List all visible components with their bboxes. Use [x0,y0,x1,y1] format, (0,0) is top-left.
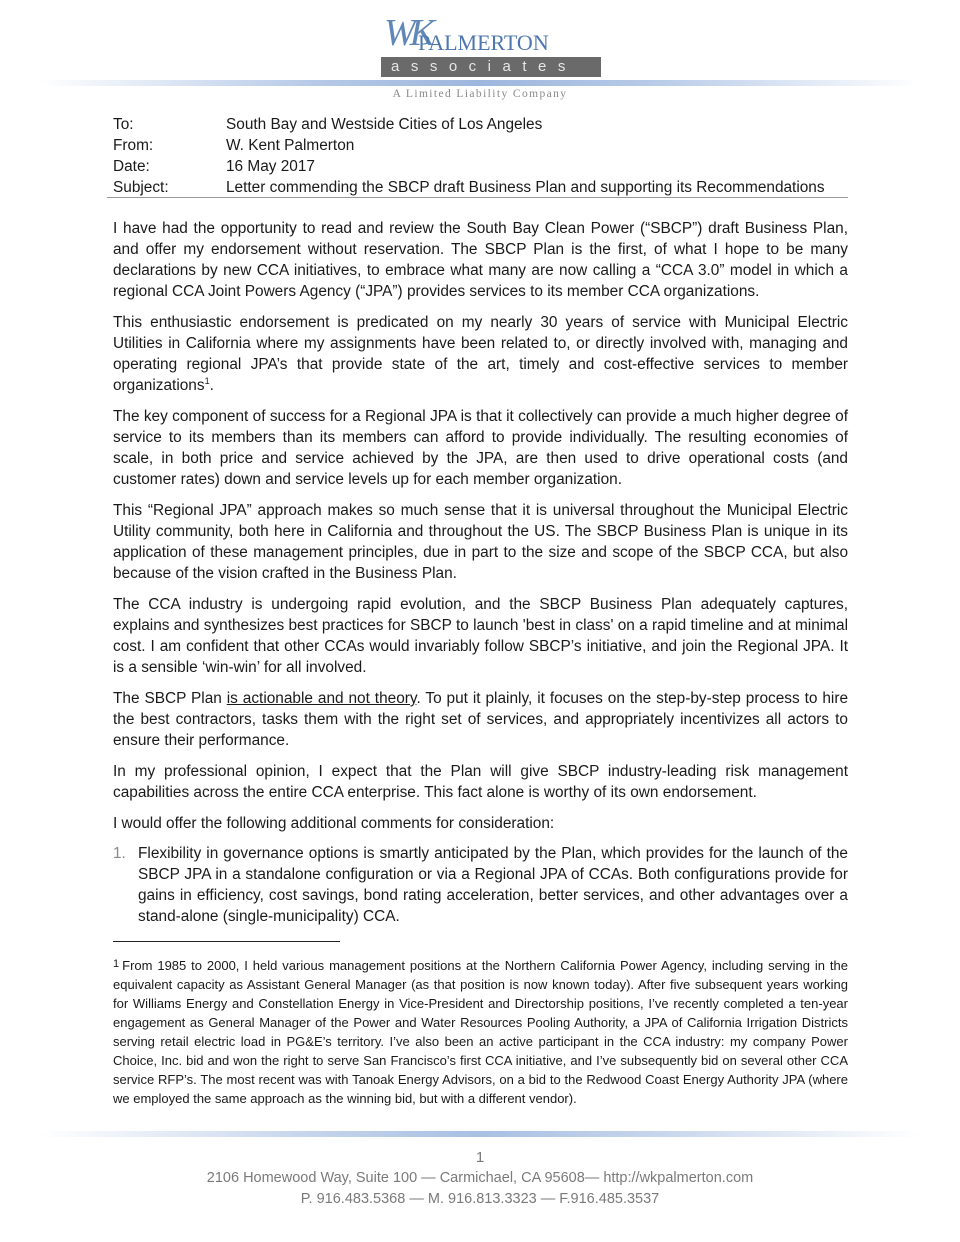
list-item [113,843,848,927]
paragraph-5: The CCA industry is undergoing rapid evolution, and the SBCP Business Plan adequately captures, explains and synthesizes best practices for SBCP to launch 'best in class' on a rapid timeline and at minimal cost. I am confident that other CCAs would invariably follow SBCP’s initiative, and join the Regional JPA. It is a sensible ‘win-win’ for all involved. [113,596,848,676]
memo-row-to [113,114,848,135]
footer-phone-numbers: P. 916.483.5368 — M. 916.813.3323 — F.916.485.3537 [300,1191,660,1207]
footnote-reference[interactable]: 1 [204,375,210,386]
list-text: Flexibility in governance options is smartly anticipated by the Plan, which provides for the launch of the SBCP JPA in a standalone configuration or via a Regional JPA of CCAs. Both configurations provide for gains in efficiency, cost savings, bond rating acceleration, better services, and other advantages over a stand-alone (single-municipality) CCA. [138,845,848,925]
memo-row-date [113,156,848,177]
logo-subtitle-bar: associates [381,57,601,77]
memo-row-from [113,135,848,156]
memo-header [113,114,848,198]
emphasis-underlined: is actionable and not theory [226,690,417,707]
logo-tagline: A Limited Liability Company [392,88,568,100]
paragraph-1: I have had the opportunity to read and review the South Bay Clean Power (“SBCP”) draft Business Plan, and offer my endorsement without reservation. The SBCP Plan is the first, of what I hope to be many declarations by new CCA initiatives, to embrace what many are now calling a “CCA 3.0” model in which a regional CCA Joint Powers Agency (“JPA”) provides services to its member CCA organizations. [113,220,848,300]
letter-body [113,218,848,927]
memo-label-date: Date: [113,158,150,175]
memo-divider [107,197,848,198]
footer-address: 2106 Homewood Way, Suite 100 — Carmichael, CA 95608— http://wkpalmerton.com [206,1170,754,1186]
memo-value-subject: Letter commending the SBCP draft Business Plan and supporting its Recommendations [226,179,825,196]
logo-monogram: WK [384,12,429,54]
paragraph-2 [113,312,848,396]
paragraph-7: In my professional opinion, I expect that the Plan will give SBCP industry-leading risk management capabilities across the entire CCA enterprise. This fact alone is worthy of its own endorsement. [113,763,848,801]
header-divider [40,80,920,86]
memo-label-from: From: [113,137,154,154]
footer-divider [40,1131,920,1137]
letterhead [0,0,960,104]
memo-label-subject: Subject: [113,179,169,196]
paragraph-2-text: This enthusiastic endorsement is predicated on my nearly 30 years of service with Municipal Electric Utilities in California where my assignments have been related to, or directly involved with, managing and operating regional JPA’s that provide state of the art, timely and cost-effective services to member organizations [113,314,848,394]
memo-value-to: South Bay and Westside Cities of Los Angeles [226,116,543,133]
list-number: 1. [113,845,126,862]
page-number: 1 [475,1149,485,1166]
paragraph-3: The key component of success for a Regional JPA is that it collectively can provide a much higher degree of service to its members than its members can afford to provide individually. The resulting economies of scale, in both price and service achieved by the JPA, are then used to drive operational costs (and customer rates) down and service levels up for each member organization. [113,408,848,488]
footnote-text: From 1985 to 2000, I held various management positions at the Northern California Power Agency, including serving in the equivalent capacity as Assistant General Manager (as that position is now known today). After five subsequent years working for Williams Energy and Constellation Energy in Vice-President and Directorship positions, I’ve recently completed a ten-year engagement as General Manager of the Power and Water Resources Pooling Authority, a JPA of California Irrigation Districts serving retail electric load in PG&E’s territory. I’ve also been an active participant in the CCA industry: my company Power Choice, Inc. bid and won the right to serve San Francisco’s first CCA initiative, and I’ve subsequently bid on several other CCA service RFP’s. The most recent was with Tanoak Energy Advisors, on a bid to the Redwood Coast Energy Authority JPA (where we employed the same approach as the winning bid, but with a different vendor). [113,958,848,1106]
paragraph-6-end: . To put it plainly, it focuses on the step-by-step process to hire the best contractors, tasks them with the right set of services, and appropriately incentivizes all actors to ensure their performance. [113,690,849,749]
memo-value-from: W. Kent Palmerton [226,137,355,154]
paragraph-4: This “Regional JPA” approach makes so much sense that it is universal throughout the Municipal Electric Utility community, both here in California and throughout the US. The SBCP Business Plan is unique in its application of these management principles, due in part to the size and scope of the SBCP CCA, but also because of the vision crafted in the Business Plan. [113,502,848,582]
memo-value-date: 16 May 2017 [226,158,315,175]
comments-list [113,843,848,927]
memo-label-to: To: [113,116,134,133]
paragraph-6-start: The SBCP Plan [113,690,227,707]
paragraph-8: I would offer the following additional comments for consideration: [113,815,555,832]
memo-row-subject [113,177,848,198]
logo-company-name: PALMERTON [418,30,549,55]
footnote [113,955,848,1108]
footnote-separator [113,941,340,942]
paragraph-6 [113,688,848,751]
paragraph-2-end: . [209,377,214,394]
footnote-marker: 1 [113,958,120,970]
